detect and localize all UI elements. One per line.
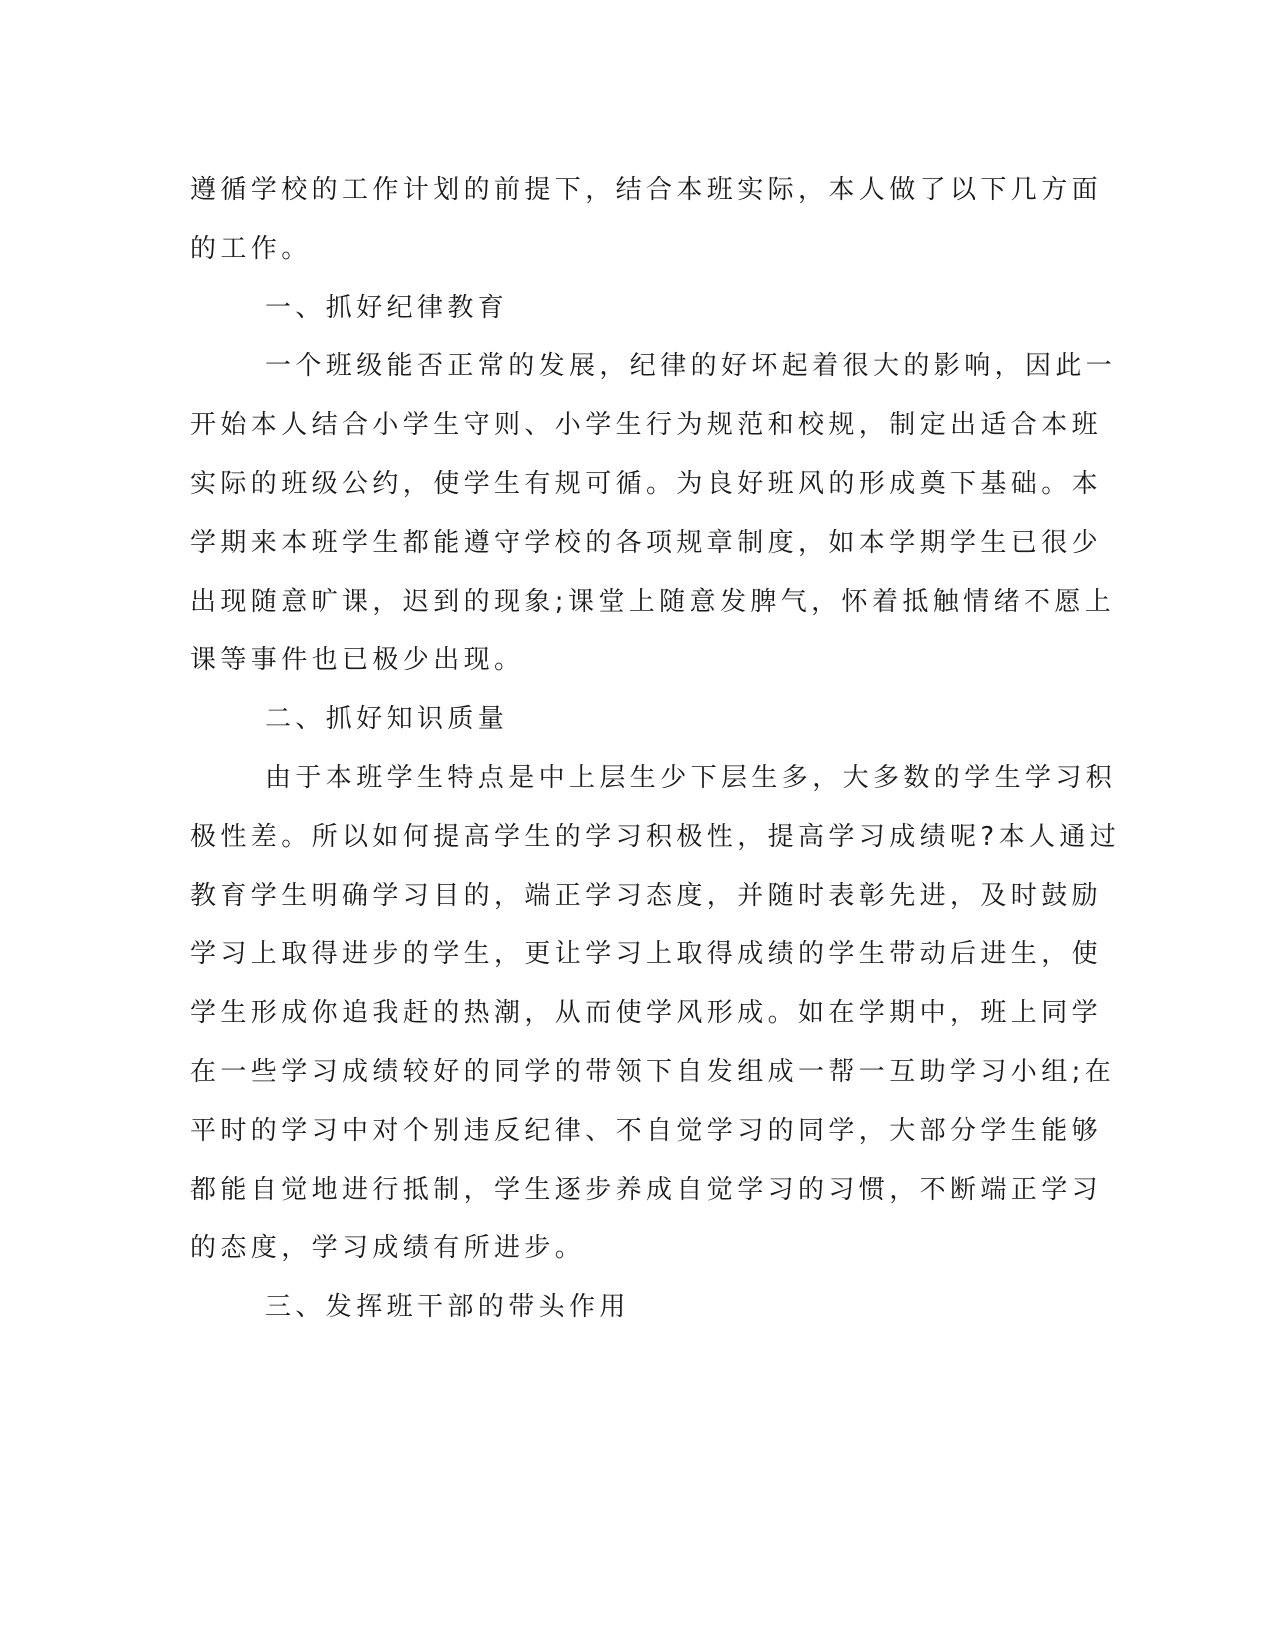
text-line: 学期来本班学生都能遵守学校的各项规章制度，如本学期学生已很少 bbox=[190, 527, 1103, 558]
text-line: 教育学生明确学习目的，端正学习态度，并随时表彰先进，及时鼓励 bbox=[190, 880, 1103, 911]
text-line: 一个班级能否正常的发展，纪律的好坏起着很大的影响，因此一 bbox=[265, 351, 1117, 382]
section-heading: 二、抓好知识质量 bbox=[265, 704, 509, 735]
document-body bbox=[190, 161, 1121, 1337]
text-line: 的工作。 bbox=[190, 233, 312, 264]
text-line: 的态度，学习成绩有所进步。 bbox=[190, 1233, 586, 1264]
text-line: 开始本人结合小学生守则、小学生行为规范和校规，制定出适合本班 bbox=[190, 410, 1103, 441]
section-heading: 一、抓好纪律教育 bbox=[265, 292, 509, 323]
text-line: 平时的学习中对个别违反纪律、不自觉学习的同学，大部分学生能够 bbox=[190, 1115, 1103, 1146]
text-line: 学习上取得进步的学生，更让学习上取得成绩的学生带动后进生，使 bbox=[190, 939, 1103, 970]
text-line: 由于本班学生特点是中上层生少下层生多，大多数的学生学习积 bbox=[265, 762, 1117, 793]
text-line: 出现随意旷课，迟到的现象;课堂上随意发脾气，怀着抵触情绪不愿上 bbox=[190, 586, 1116, 617]
text-line: 课等事件也已极少出现。 bbox=[190, 645, 525, 676]
text-line: 在一些学习成绩较好的同学的带领下自发组成一帮一互助学习小组;在 bbox=[190, 1056, 1116, 1087]
text-line: 学生形成你追我赶的热潮，从而使学风形成。如在学期中，班上同学 bbox=[190, 998, 1103, 1029]
text-line: 都能自觉地进行抵制，学生逐步养成自觉学习的习惯，不断端正学习 bbox=[190, 1174, 1103, 1205]
text-line: 极性差。所以如何提高学生的学习积极性，提高学习成绩呢?本人通过 bbox=[190, 821, 1121, 852]
section-heading: 三、发挥班干部的带头作用 bbox=[265, 1292, 630, 1323]
text-line: 遵循学校的工作计划的前提下，结合本班实际，本人做了以下几方面 bbox=[190, 175, 1103, 205]
text-line: 实际的班级公约，使学生有规可循。为良好班风的形成奠下基础。本 bbox=[190, 468, 1103, 499]
